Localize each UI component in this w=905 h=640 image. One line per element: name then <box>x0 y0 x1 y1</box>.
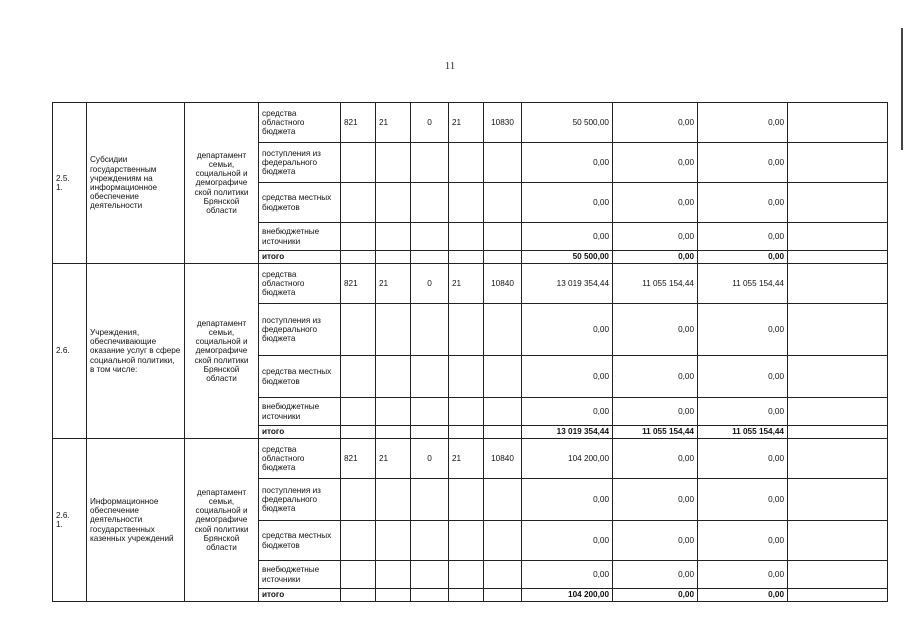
amount-year-2: 0,00 <box>613 561 698 589</box>
empty-cell <box>484 589 522 602</box>
code-subsection <box>411 561 449 589</box>
empty-cell <box>449 426 484 439</box>
item-number: 2.6. 1. <box>53 439 87 602</box>
empty-cell <box>449 251 484 264</box>
empty-cell <box>411 589 449 602</box>
empty-cell <box>788 426 888 439</box>
page-number: 11 <box>444 60 456 72</box>
code-program <box>449 356 484 398</box>
amount-year-3: 0,00 <box>698 304 788 356</box>
total-year-2: 11 055 154,44 <box>613 426 698 439</box>
empty-cell <box>788 143 888 183</box>
total-label: итого <box>259 251 341 264</box>
amount-year-2: 0,00 <box>613 223 698 251</box>
code-direction <box>484 183 522 223</box>
code-subsection: 0 <box>411 264 449 304</box>
amount-year-3: 0,00 <box>698 103 788 143</box>
amount-year-2: 0,00 <box>613 304 698 356</box>
amount-year-3: 0,00 <box>698 143 788 183</box>
code-program <box>449 223 484 251</box>
amount-year-1: 0,00 <box>522 521 613 561</box>
code-section <box>376 143 411 183</box>
code-program <box>449 561 484 589</box>
funding-source: средства местных бюджетов <box>259 356 341 398</box>
amount-year-1: 0,00 <box>522 398 613 426</box>
item-name: Субсидии государственным учреждениям на информационное обеспечение деятельности <box>87 103 185 264</box>
code-direction <box>484 398 522 426</box>
empty-cell <box>788 223 888 251</box>
code-section: 21 <box>376 439 411 479</box>
code-direction <box>484 479 522 521</box>
empty-cell <box>788 264 888 304</box>
funding-source: поступления из федерального бюджета <box>259 143 341 183</box>
code-direction <box>484 143 522 183</box>
responsible-department: департамент семьи, социальной и демографиче ской политики Брянской области <box>185 264 259 439</box>
empty-cell <box>449 589 484 602</box>
total-year-1: 50 500,00 <box>522 251 613 264</box>
code-subsection: 0 <box>411 439 449 479</box>
item-name: Учреждения, обеспечивающие оказание услуг в сфере социальной политики, в том числе: <box>87 264 185 439</box>
code-grbs <box>341 356 376 398</box>
code-direction <box>484 521 522 561</box>
amount-year-2: 0,00 <box>613 356 698 398</box>
empty-cell <box>341 589 376 602</box>
empty-cell <box>341 251 376 264</box>
code-direction: 10830 <box>484 103 522 143</box>
funding-source: средства областного бюджета <box>259 264 341 304</box>
empty-cell <box>788 304 888 356</box>
total-year-3: 11 055 154,44 <box>698 426 788 439</box>
empty-cell <box>484 426 522 439</box>
funding-source: внебюджетные источники <box>259 398 341 426</box>
code-program <box>449 304 484 356</box>
code-program <box>449 521 484 561</box>
table-row <box>53 264 888 304</box>
empty-cell <box>484 251 522 264</box>
amount-year-1: 104 200,00 <box>522 439 613 479</box>
empty-cell <box>376 589 411 602</box>
amount-year-1: 0,00 <box>522 223 613 251</box>
amount-year-1: 13 019 354,44 <box>522 264 613 304</box>
funding-source: внебюджетные источники <box>259 223 341 251</box>
amount-year-1: 50 500,00 <box>522 103 613 143</box>
code-subsection <box>411 223 449 251</box>
scan-edge-line <box>901 28 903 150</box>
code-direction <box>484 223 522 251</box>
empty-cell <box>788 521 888 561</box>
code-subsection <box>411 521 449 561</box>
code-grbs <box>341 183 376 223</box>
total-year-2: 0,00 <box>613 589 698 602</box>
total-year-1: 104 200,00 <box>522 589 613 602</box>
code-grbs: 821 <box>341 103 376 143</box>
budget-table <box>52 102 888 602</box>
amount-year-3: 0,00 <box>698 561 788 589</box>
code-grbs <box>341 223 376 251</box>
empty-cell <box>788 183 888 223</box>
code-grbs <box>341 479 376 521</box>
empty-cell <box>788 251 888 264</box>
code-subsection <box>411 356 449 398</box>
amount-year-3: 0,00 <box>698 183 788 223</box>
code-program: 21 <box>449 264 484 304</box>
total-label: итого <box>259 426 341 439</box>
responsible-department: департамент семьи, социальной и демографиче ской политики Брянской области <box>185 103 259 264</box>
code-section <box>376 356 411 398</box>
empty-cell <box>411 426 449 439</box>
empty-cell <box>788 561 888 589</box>
total-label: итого <box>259 589 341 602</box>
empty-cell <box>788 356 888 398</box>
funding-source: поступления из федерального бюджета <box>259 304 341 356</box>
amount-year-2: 11 055 154,44 <box>613 264 698 304</box>
funding-source: средства областного бюджета <box>259 103 341 143</box>
code-subsection <box>411 183 449 223</box>
amount-year-2: 0,00 <box>613 143 698 183</box>
code-subsection <box>411 143 449 183</box>
code-section <box>376 561 411 589</box>
funding-source: средства областного бюджета <box>259 439 341 479</box>
code-section <box>376 183 411 223</box>
amount-year-2: 0,00 <box>613 479 698 521</box>
amount-year-3: 0,00 <box>698 439 788 479</box>
total-year-3: 0,00 <box>698 251 788 264</box>
code-grbs: 821 <box>341 264 376 304</box>
item-number: 2.6. <box>53 264 87 439</box>
table-row <box>53 103 888 143</box>
code-program: 21 <box>449 439 484 479</box>
funding-source: средства местных бюджетов <box>259 521 341 561</box>
amount-year-2: 0,00 <box>613 398 698 426</box>
amount-year-2: 0,00 <box>613 439 698 479</box>
amount-year-1: 0,00 <box>522 143 613 183</box>
amount-year-3: 0,00 <box>698 398 788 426</box>
code-direction: 10840 <box>484 264 522 304</box>
code-grbs <box>341 143 376 183</box>
code-grbs <box>341 398 376 426</box>
table-row <box>53 439 888 479</box>
code-program <box>449 398 484 426</box>
amount-year-3: 0,00 <box>698 356 788 398</box>
code-grbs: 821 <box>341 439 376 479</box>
code-section: 21 <box>376 103 411 143</box>
code-direction <box>484 304 522 356</box>
empty-cell <box>376 251 411 264</box>
responsible-department: департамент семьи, социальной и демографиче ской политики Брянской области <box>185 439 259 602</box>
empty-cell <box>788 589 888 602</box>
empty-cell <box>341 426 376 439</box>
code-direction: 10840 <box>484 439 522 479</box>
code-section <box>376 521 411 561</box>
empty-cell <box>788 103 888 143</box>
code-program: 21 <box>449 103 484 143</box>
code-section <box>376 479 411 521</box>
code-section <box>376 304 411 356</box>
funding-source: внебюджетные источники <box>259 561 341 589</box>
empty-cell <box>376 426 411 439</box>
empty-cell <box>788 439 888 479</box>
funding-source: поступления из федерального бюджета <box>259 479 341 521</box>
total-year-1: 13 019 354,44 <box>522 426 613 439</box>
amount-year-1: 0,00 <box>522 356 613 398</box>
amount-year-2: 0,00 <box>613 183 698 223</box>
item-name: Информационное обеспечение деятельности государственных казенных учреждений <box>87 439 185 602</box>
amount-year-1: 0,00 <box>522 561 613 589</box>
code-grbs <box>341 561 376 589</box>
code-subsection <box>411 398 449 426</box>
code-program <box>449 479 484 521</box>
amount-year-1: 0,00 <box>522 479 613 521</box>
amount-year-2: 0,00 <box>613 103 698 143</box>
amount-year-3: 0,00 <box>698 223 788 251</box>
amount-year-1: 0,00 <box>522 304 613 356</box>
amount-year-1: 0,00 <box>522 183 613 223</box>
total-year-3: 0,00 <box>698 589 788 602</box>
item-number: 2.5. 1. <box>53 103 87 264</box>
amount-year-3: 0,00 <box>698 521 788 561</box>
code-subsection <box>411 479 449 521</box>
code-subsection <box>411 304 449 356</box>
total-year-2: 0,00 <box>613 251 698 264</box>
code-section <box>376 398 411 426</box>
empty-cell <box>788 398 888 426</box>
empty-cell <box>411 251 449 264</box>
empty-cell <box>788 479 888 521</box>
code-grbs <box>341 304 376 356</box>
code-grbs <box>341 521 376 561</box>
amount-year-2: 0,00 <box>613 521 698 561</box>
code-program <box>449 143 484 183</box>
amount-year-3: 0,00 <box>698 479 788 521</box>
code-section: 21 <box>376 264 411 304</box>
amount-year-3: 11 055 154,44 <box>698 264 788 304</box>
code-program <box>449 183 484 223</box>
funding-source: средства местных бюджетов <box>259 183 341 223</box>
code-direction <box>484 561 522 589</box>
code-direction <box>484 356 522 398</box>
code-subsection: 0 <box>411 103 449 143</box>
code-section <box>376 223 411 251</box>
